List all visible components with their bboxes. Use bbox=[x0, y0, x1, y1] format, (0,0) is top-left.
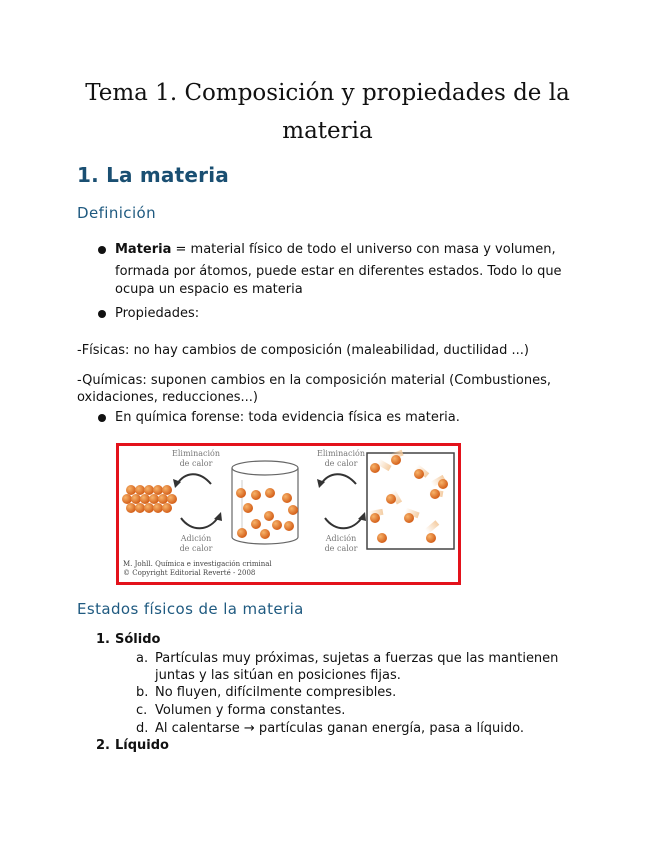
subitem-text-continued: juntas y las sitúan en posiciones fijas. bbox=[155, 668, 401, 683]
quimicas-text-line-2: oxidaciones, reducciones...) bbox=[77, 390, 258, 405]
subitem-text: Volumen y forma constantes. bbox=[155, 703, 346, 718]
fisicas-text: -Físicas: no hay cambios de composición (maleabilidad, ductilidad ...) bbox=[77, 343, 529, 358]
document-title bbox=[60, 74, 595, 150]
solid-particles bbox=[122, 485, 177, 513]
list-item-solido: Sólido bbox=[115, 632, 161, 647]
section-heading: 1. La materia bbox=[77, 163, 229, 187]
materia-definition-line-3: ocupa un espacio es materia bbox=[115, 282, 303, 297]
bullet-icon bbox=[98, 246, 106, 254]
materia-definition-line-2: formada por átomos, puede estar en diferentes estados. Todo lo que bbox=[115, 264, 562, 279]
label-adicion-2a: Adición bbox=[325, 534, 357, 543]
figure-credit-2: © Copyright Editorial Reverté - 2008 bbox=[123, 569, 256, 577]
subitem-letter: c. bbox=[136, 703, 148, 718]
subitem-letter: d. bbox=[136, 721, 149, 736]
figure-credit-1: M. Johll. Química e investigación criminal bbox=[123, 560, 272, 568]
list-number: 2. bbox=[96, 738, 110, 753]
subitem-text: No fluyen, difícilmente compresibles. bbox=[155, 685, 397, 700]
list-item-liquido: Líquido bbox=[115, 738, 169, 753]
quimicas-text-line-1: -Químicas: suponen cambios en la composición material (Combustiones, bbox=[77, 373, 551, 388]
bullet-icon bbox=[98, 414, 106, 422]
subheading-definicion: Definición bbox=[77, 204, 156, 222]
list-number: 1. bbox=[96, 632, 110, 647]
forense-text: En química forense: toda evidencia física es materia. bbox=[115, 410, 460, 425]
label-eliminacion-2b: de calor bbox=[324, 459, 358, 468]
title-line-1: Tema 1. Composición y propiedades de la bbox=[85, 80, 570, 106]
subheading-estados: Estados físicos de la materia bbox=[77, 600, 304, 618]
label-eliminacion-1b: de calor bbox=[179, 459, 213, 468]
materia-term: Materia bbox=[115, 242, 172, 257]
label-eliminacion-2a: Eliminación bbox=[316, 449, 366, 458]
label-adicion-1a: Adición bbox=[180, 534, 212, 543]
label-adicion-2b: de calor bbox=[324, 544, 358, 553]
subitem-letter: a. bbox=[136, 651, 149, 666]
states-of-matter-figure bbox=[116, 443, 461, 585]
title-line-2: materia bbox=[282, 118, 373, 144]
subitem-letter: b. bbox=[136, 685, 149, 700]
materia-definition-line-1 bbox=[115, 241, 556, 259]
propiedades-label: Propiedades: bbox=[115, 306, 200, 321]
label-adicion-1b: de calor bbox=[179, 544, 213, 553]
liquid-particles bbox=[236, 488, 298, 539]
bullet-icon bbox=[98, 310, 106, 318]
states-diagram bbox=[119, 446, 458, 582]
label-eliminacion-1a: Eliminación bbox=[171, 449, 221, 458]
subitem-text: Al calentarse → partículas ganan energía, pasa a líquido. bbox=[155, 721, 524, 736]
materia-def-text-1: = material físico de todo el universo con masa y volumen, bbox=[171, 242, 556, 257]
subitem-text: Partículas muy próximas, sujetas a fuerzas que las mantienen bbox=[155, 651, 559, 666]
